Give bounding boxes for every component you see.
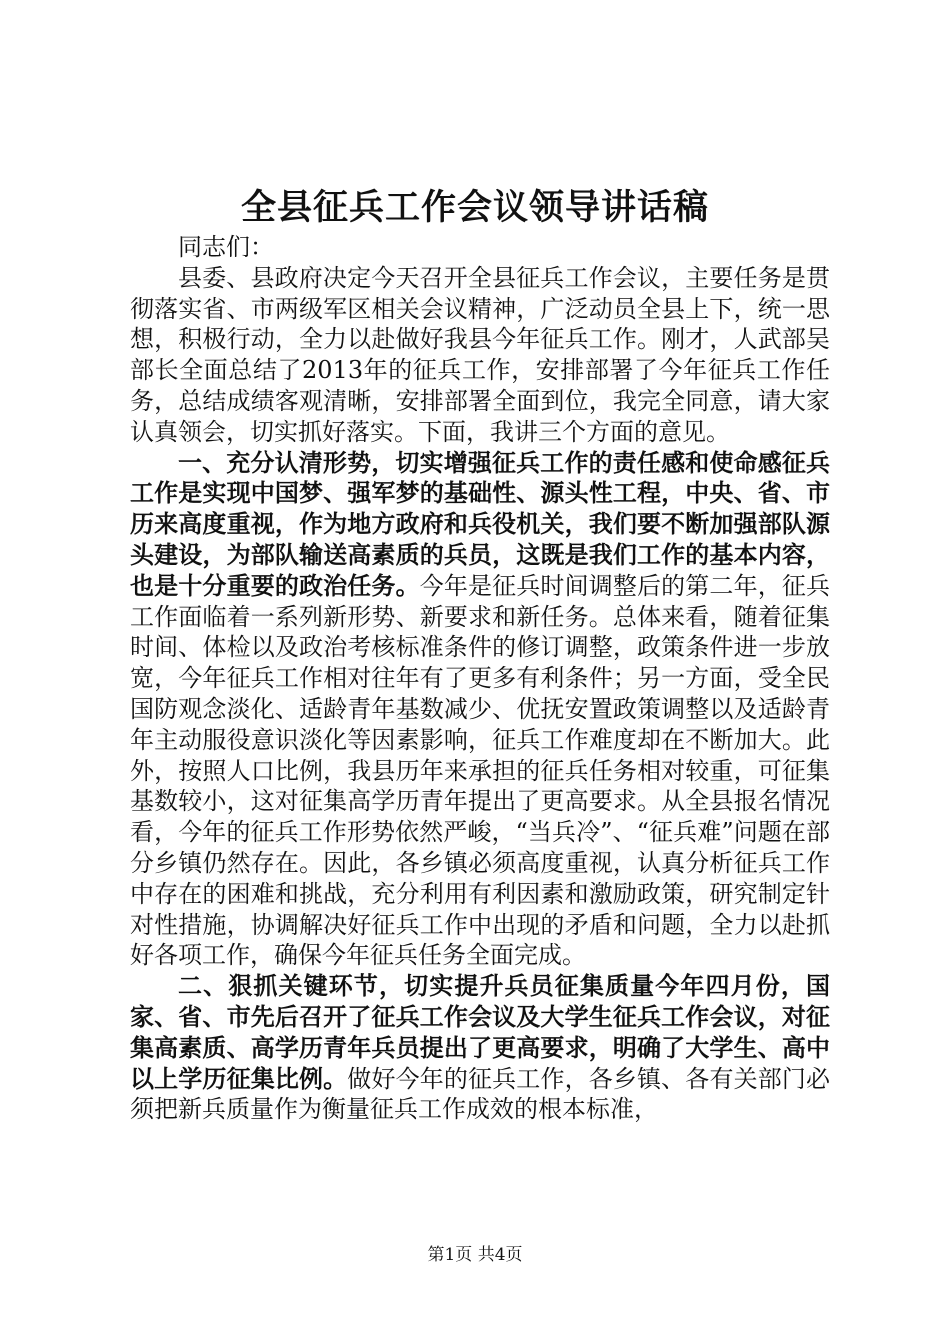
section-1-paragraph: [130, 448, 830, 972]
salutation: 同志们：: [178, 233, 274, 261]
section-2-paragraph: [130, 971, 830, 1125]
document-body: [130, 232, 830, 1125]
section-1-body: 今年是征兵时间调整后的第二年，征兵工作面临着一系列新形势、新要求和新任务。总体来看，随着征集时间、体检以及政治考核标准条件的修订调整，政策条件进一步放宽，今年征兵工作相对往年有了更多有利条件；另一方面，受全民国防观念淡化、适龄青年基数减少、优抚安置政策调整以及适龄青年主动服役意识淡化等因素影响，征兵工作难度却在不断加大。此外，按照人口比例，我县历年来承担的征兵任务相对较重，可征集基数较小，这对征集高学历青年提出了更高要求。从全县报名情况看，今年的征兵工作形势依然严峻，“当兵冷”、“征兵难”问题在部分乡镇仍然存在。因此，各乡镇必须高度重视，认真分析征兵工作中存在的困难和挑战，充分利用有利因素和激励政策，研究制定针对性措施，协调解决好征兵工作中出现的矛盾和问题，全力以赴抓好各项工作，确保今年征兵任务全面完成。: [130, 571, 831, 970]
page-footer: 第1页 共4页: [427, 1245, 523, 1265]
intro-paragraph: 县委、县政府决定今天召开全县征兵工作会议，主要任务是贯彻落实省、市两级军区相关会议精神，广泛动员全县上下，统一思想，积极行动，全力以赴做好我县今年征兵工作。刚才，人武部吴部长全面总结了2013年的征兵工作，安排部署了今年征兵工作任务，总结成绩客观清晰，安排部署全面到位，我完全同意，请大家认真领会，切实抓好落实。下面，我讲三个方面的意见。: [130, 263, 830, 446]
section-2-heading: 二、狠抓关键环节，切实提升兵员征集质量今年四月份，国家、省、市先后召开了征兵工作会议及大学生征兵工作会议，对征集高素质、高学历青年兵员提出了更高要求，明确了大学生、高中以上学历征集比例。: [130, 971, 830, 1093]
section-1-heading: 一、充分认清形势，切实增强征兵工作的责任感和使命感征兵工作是实现中国梦、强军梦的基础性、源头性工程，中央、省、市历来高度重视，作为地方政府和兵役机关，我们要不断加强部队源头建设，为部队输送高素质的兵员，这既是我们工作的基本内容，也是十分重要的政治任务。: [130, 447, 830, 600]
document-title: 全县征兵工作会议领导讲话稿: [240, 187, 709, 228]
section-2-body: 做好今年的征兵工作，各乡镇、各有关部门必须把新兵质量作为衡量征兵工作成效的根本标准，: [130, 1064, 831, 1124]
